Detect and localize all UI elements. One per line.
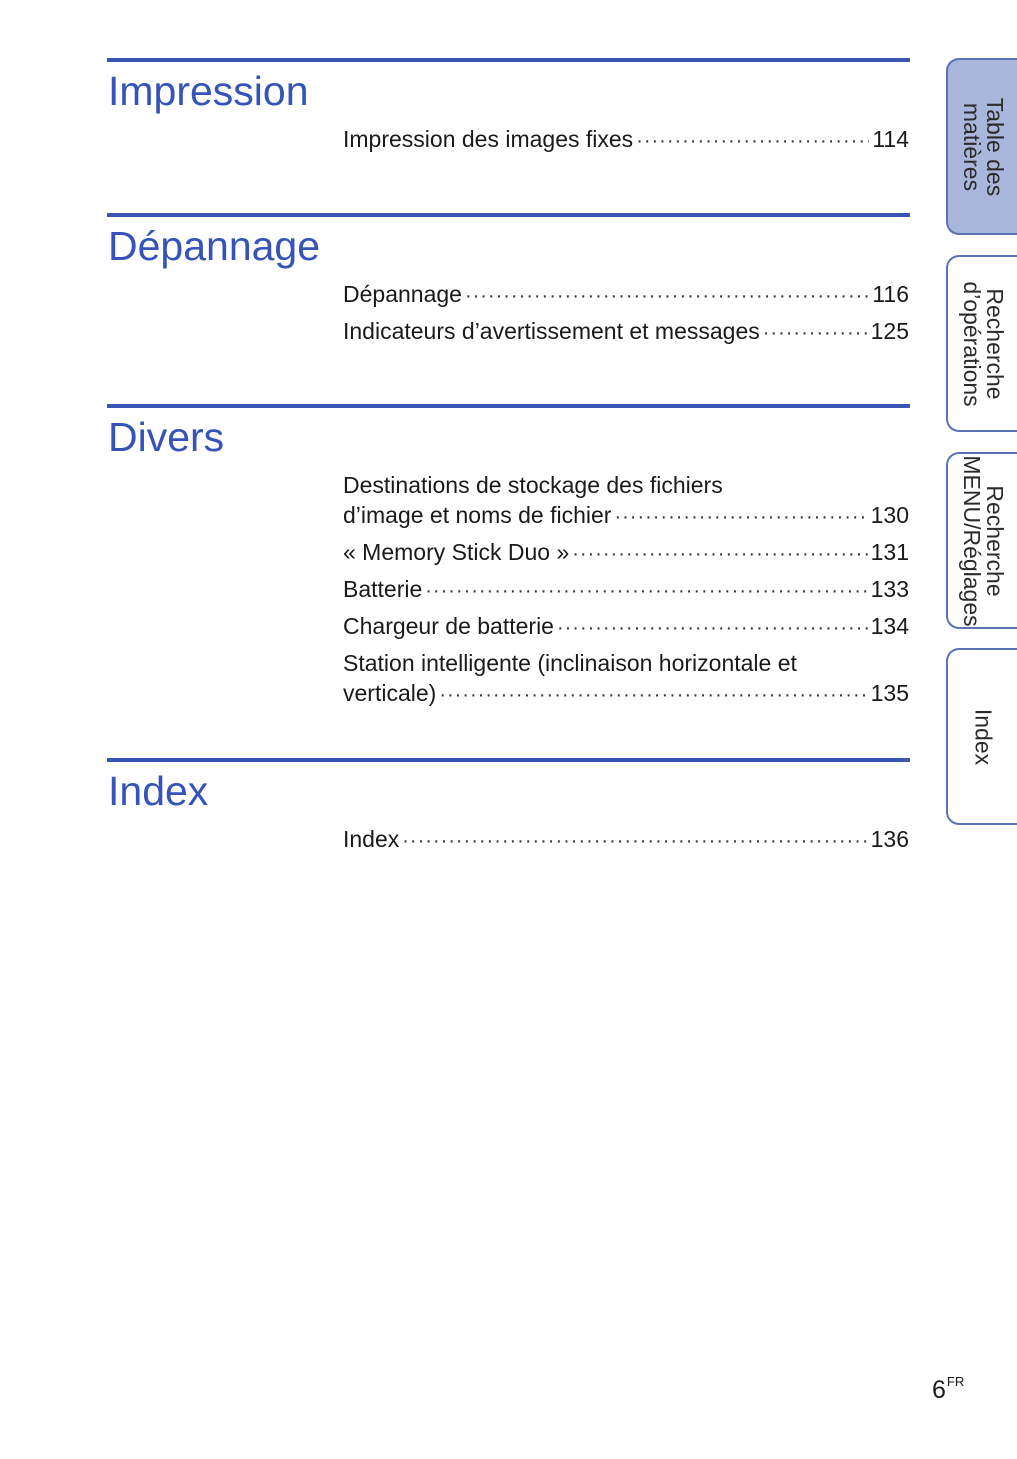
toc-entry-page: 131 [870, 539, 909, 565]
dot-leader [763, 318, 868, 348]
tab-table-des-matieres[interactable] [946, 58, 1017, 235]
dot-leader [636, 126, 869, 156]
toc-entry[interactable] [343, 316, 909, 348]
dot-leader [557, 613, 868, 643]
dot-leader [465, 281, 869, 311]
tab-recherche-menu-reglages[interactable] [946, 452, 1017, 629]
section-title: Index [108, 768, 209, 814]
section-rule [107, 758, 910, 762]
toc-entry-page: 116 [872, 281, 909, 307]
toc-entry[interactable] [343, 279, 909, 311]
dot-leader [425, 576, 867, 606]
toc-entry[interactable] [343, 574, 909, 606]
section-index [107, 758, 910, 852]
section-rule [107, 213, 910, 217]
tab-label: Index [970, 708, 997, 765]
toc-entry[interactable] [343, 648, 909, 710]
toc-entry-page: 135 [870, 680, 909, 706]
toc-entry-label: Chargeur de batterie [343, 613, 554, 639]
section-rule [107, 58, 910, 62]
section-title: Dépannage [108, 223, 321, 269]
toc-entry-label: Impression des images fixes [343, 126, 634, 152]
toc-entry-page: 130 [870, 502, 909, 528]
dot-leader [572, 539, 867, 569]
toc-entry[interactable] [343, 470, 909, 532]
dot-leader [402, 826, 867, 856]
section-impression [107, 58, 910, 152]
toc-entry[interactable] [343, 537, 909, 569]
toc-entry-page: 133 [870, 576, 909, 602]
toc-entry-label: Dépannage [343, 281, 462, 307]
tab-index[interactable] [946, 648, 1017, 825]
toc-entry-label: verticale) [343, 680, 437, 706]
tab-label: Recherche d’opérations [959, 280, 1008, 407]
page-language-suffix: FR [946, 1374, 965, 1389]
toc-entry-page: 125 [870, 318, 909, 344]
toc-entry[interactable] [343, 611, 909, 643]
toc-entry-page: 136 [870, 826, 909, 852]
toc-entry-label: Batterie [343, 576, 423, 602]
tab-recherche-operations[interactable] [946, 255, 1017, 432]
toc-entry-label: Index [343, 826, 400, 852]
toc-entry-label: Indicateurs d’avertissement et messages [343, 318, 760, 344]
dot-leader [439, 680, 867, 710]
tab-label: Recherche MENU/Réglages [959, 454, 1008, 627]
toc-entry-label: d’image et noms de fichier [343, 502, 612, 528]
toc-entry-label-line: Station intelligente (inclinaison horizontale et [343, 650, 797, 676]
toc-entry[interactable] [343, 824, 909, 856]
section-divers [107, 404, 910, 706]
toc-entry-page: 134 [870, 613, 909, 639]
section-rule [107, 404, 910, 408]
section-depannage [107, 213, 910, 344]
dot-leader [614, 502, 867, 532]
toc-entry-label-line: Destinations de stockage des fichiers [343, 472, 723, 498]
section-title: Impression [108, 68, 309, 114]
toc-entry-label: « Memory Stick Duo » [343, 539, 570, 565]
page-number: $6^{FR}$ [932, 1374, 965, 1404]
toc-entry[interactable] [343, 124, 909, 156]
tab-label: Table des matières [959, 97, 1008, 196]
toc-entry-page: 114 [872, 126, 909, 152]
section-title: Divers [108, 414, 225, 460]
